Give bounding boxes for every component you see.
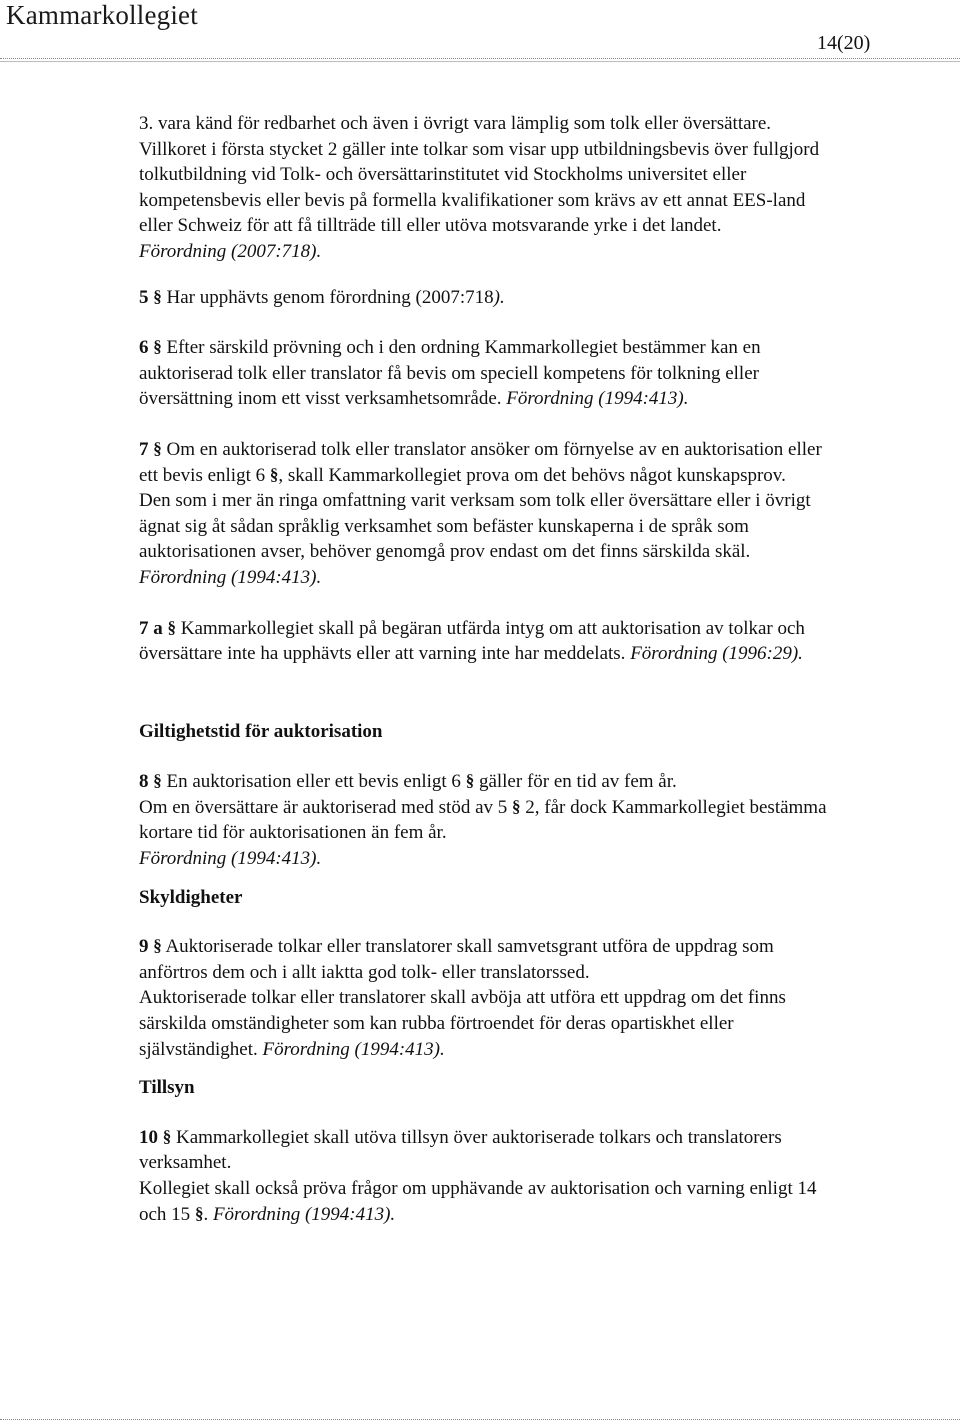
- section-number-7a: 7 a: [139, 617, 163, 639]
- p10-text-c: .: [203, 1203, 209, 1225]
- paragraph-5: [139, 285, 829, 311]
- section-sign-icon: §: [153, 286, 162, 306]
- p9-text-b: Auktoriserade tolkar eller translatorer skall avböja att utföra ett uppdrag om det finns särskilda omständigheter som kan rubba förtroendet för deras opartiskhet eller självständighet.: [139, 987, 786, 1060]
- p8-text-b: gäller för en tid av fem år.: [478, 771, 677, 793]
- section-sign-icon: §: [269, 464, 279, 484]
- p6-reference: Förordning (1994:413).: [506, 388, 689, 410]
- section-sign-icon: §: [153, 771, 162, 791]
- item-3: 3. vara känd för redbarhet och även i övrigt vara lämplig som tolk eller översättare.: [139, 113, 772, 134]
- p8-text-c: Om en översättare är auktoriserad med stöd av 5: [139, 796, 508, 818]
- p7a-text: Kammarkollegiet skall på begäran utfärda intyg om att auktorisation av tolkar och översättare inte ha upphävts eller att varning inte har meddelats.: [139, 617, 805, 665]
- p7-text-c: Den som i mer än ringa omfattning varit verksam som tolk eller översättare eller i övrigt ägnat sig åt sådan språklig verksamhet som befäster kunskaperna i de språk som auktorisationen avser, behöver genomgå prov endast om det finns särskilda skäl.: [139, 490, 811, 563]
- villkoret-text: Villkoret i första stycket 2 gäller inte tolkar som visar upp utbildningsbevis över fullgjord tolkutbildning vid Tolk- och översättarinstitutet vid Stockholms universitet eller kompetensbevis eller bevis på formella kvalifikationer som krävs av ett annat EES-land eller Schweiz för att få tillträde till eller utöva motsvarande yrke i det landet.: [139, 138, 820, 237]
- p6-text: Efter särskild prövning och i den ordning Kammarkollegiet bestämmer kan en auktoriserad tolk eller translator få bevis om speciell kompetens för tolkning eller översättning inom ett visst verksamhetsområde.: [139, 337, 761, 410]
- section-number-7: 7: [139, 438, 149, 460]
- section-sign-icon: §: [167, 617, 176, 637]
- paragraph-7a: [139, 616, 829, 667]
- heading-skyldigheter: Skyldigheter: [139, 886, 243, 908]
- p9-reference: Förordning (1994:413).: [262, 1038, 445, 1060]
- page-number: 14(20): [817, 32, 871, 54]
- p8-text-d: 2, får dock Kammarkollegiet bestämma kortare tid för auktorisationen än fem år.: [139, 796, 827, 844]
- p10-text-b: Kollegiet skall också pröva frågor om upphävande av auktorisation och varning enligt 14 och 15: [139, 1178, 817, 1225]
- paragraph-villkoret: [139, 137, 829, 265]
- p7-text-a: Om en auktoriserad tolk eller translator ansöker om förnyelse av en auktorisation eller ett bevis enligt 6: [139, 438, 822, 486]
- section-sign-icon: §: [465, 771, 475, 791]
- section-sign-icon: §: [153, 337, 162, 357]
- section-sign-icon: §: [512, 796, 521, 816]
- header-logo: Kammarkollegiet: [6, 0, 198, 30]
- paragraph-10: [139, 1125, 829, 1227]
- p9-text-a: Auktoriserade tolkar eller translatorer skall samvetsgrant utföra de uppdrag som anförtros dem och i allt iaktta god tolk- eller translatorssed.: [139, 936, 774, 983]
- section-sign-icon: §: [153, 936, 162, 956]
- section-number-9: 9: [139, 936, 149, 958]
- header-rule: [0, 58, 960, 62]
- section-sign-icon: §: [162, 1126, 172, 1146]
- section-number-5: 5: [139, 286, 149, 308]
- footer-rule: [0, 1419, 960, 1421]
- section-number-10: 10: [139, 1126, 158, 1148]
- p10-text-a: Kammarkollegiet skall utöva tillsyn över auktoriserade tolkars och translatorers verksamhet.: [139, 1126, 782, 1174]
- villkoret-reference: Förordning (2007:718).: [139, 240, 322, 262]
- heading-tillsyn: Tillsyn: [139, 1077, 195, 1099]
- section-number-6: 6: [139, 337, 149, 359]
- paragraph-6: [139, 335, 829, 412]
- p10-reference: Förordning (1994:413).: [212, 1203, 396, 1225]
- section-sign-icon: §: [153, 438, 162, 458]
- p5-close: ).: [493, 286, 505, 308]
- p8-text-a: En auktorisation eller ett bevis enligt 6: [166, 771, 461, 793]
- section-number-8: 8: [139, 771, 149, 793]
- heading-giltighetstid: Giltighetstid för auktorisation: [139, 720, 383, 742]
- p7a-reference: Förordning (1996:29).: [630, 643, 803, 665]
- section-sign-icon: §: [194, 1203, 204, 1223]
- p7-text-b: , skall Kammarkollegiet prova om det behövs något kunskapsprov.: [278, 464, 786, 486]
- p7-reference: Förordning (1994:413).: [139, 566, 322, 588]
- p8-reference: Förordning (1994:413).: [139, 848, 322, 870]
- paragraph-7: [139, 437, 829, 591]
- paragraph-8: [139, 769, 829, 871]
- document-body: [139, 111, 829, 1227]
- p5-text: Har upphävts genom förordning (2007:718: [166, 286, 494, 308]
- paragraph-9: [139, 934, 829, 1062]
